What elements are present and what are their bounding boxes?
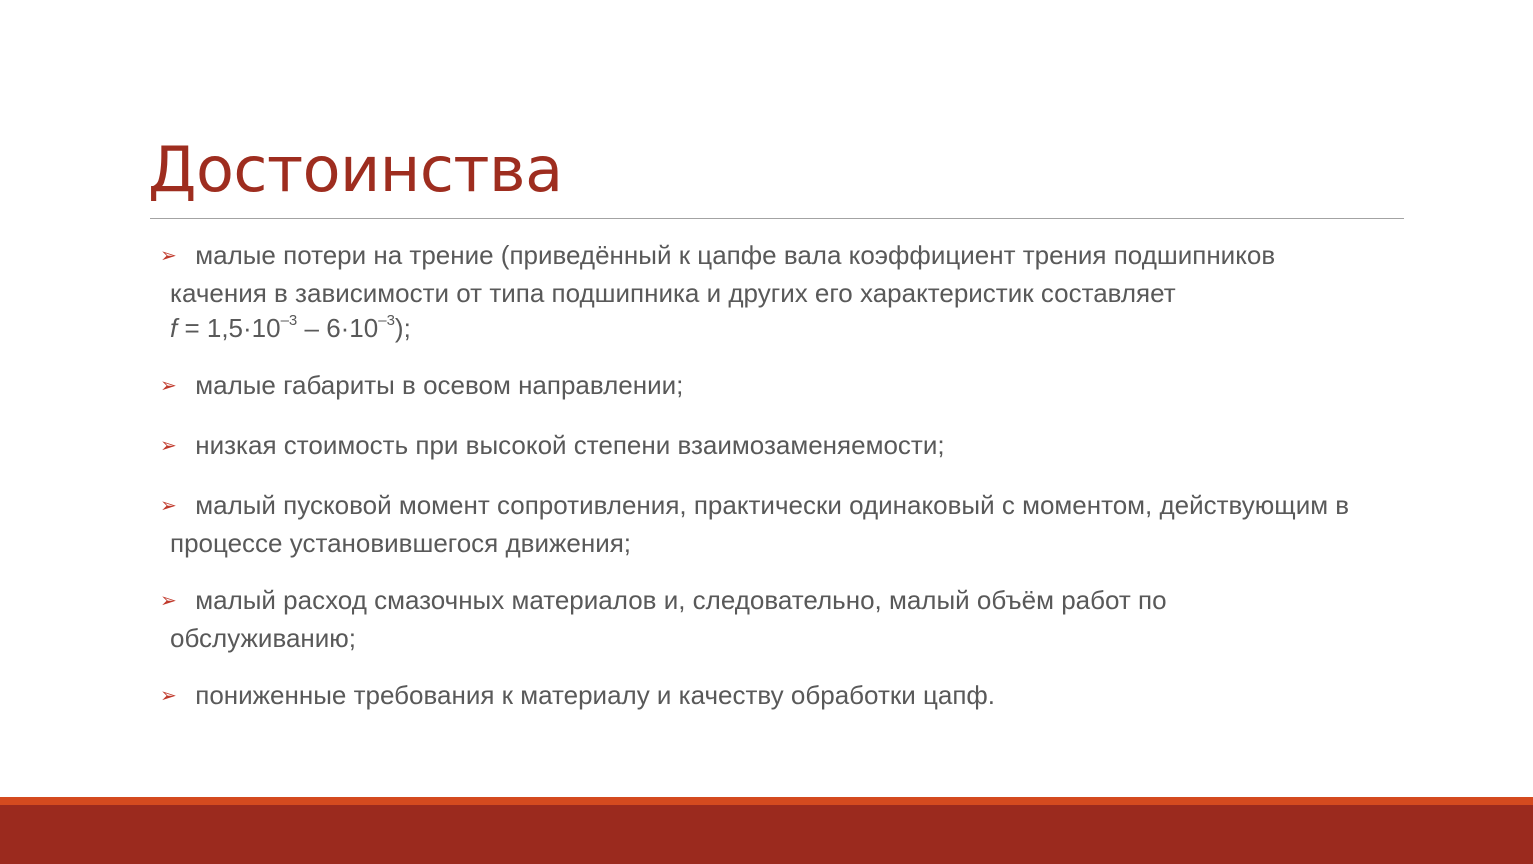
bullet-item bbox=[160, 583, 1350, 656]
arrow-bullet-icon: ➢ bbox=[160, 590, 177, 612]
formula-part: ); bbox=[394, 313, 411, 343]
bullet-item bbox=[160, 488, 1350, 561]
bullet-text: малые габариты в осевом направлении; bbox=[195, 370, 684, 400]
slide-title: Достоинства bbox=[148, 133, 563, 206]
formula-part: – 6·10 bbox=[297, 313, 379, 343]
title-divider bbox=[150, 218, 1404, 219]
formula-part: = 1,5·10 bbox=[177, 313, 281, 343]
friction-formula bbox=[170, 313, 411, 343]
bullet-item bbox=[160, 678, 1350, 716]
formula-exponent: –3 bbox=[378, 312, 395, 330]
arrow-bullet-icon: ➢ bbox=[160, 245, 177, 267]
bullet-text: низкая стоимость при высокой степени взаимозаменяемости; bbox=[195, 430, 945, 460]
bullet-text: малый пусковой момент сопротивления, практически одинаковый с моментом, действующим в процессе установившегося движения; bbox=[170, 490, 1350, 558]
bullet-text: малые потери на трение (приведённый к цапфе вала коэффициент трения подшипников качения в зависимости от типа подшипника и других его характеристик составляет bbox=[170, 240, 1276, 308]
arrow-bullet-icon: ➢ bbox=[160, 495, 177, 517]
bullet-item bbox=[160, 428, 1350, 466]
bullet-text: пониженные требования к материалу и качеству обработки цапф. bbox=[195, 680, 996, 710]
bullet-item bbox=[160, 368, 1350, 406]
arrow-bullet-icon: ➢ bbox=[160, 435, 177, 457]
bullet-item bbox=[160, 238, 1350, 346]
formula-exponent: –3 bbox=[280, 312, 298, 330]
arrow-bullet-icon: ➢ bbox=[160, 375, 177, 397]
footer-bar bbox=[0, 805, 1533, 864]
bullet-list bbox=[160, 238, 1350, 738]
formula-variable: f bbox=[170, 313, 178, 343]
arrow-bullet-icon: ➢ bbox=[160, 685, 177, 707]
bullet-text: малый расход смазочных материалов и, следовательно, малый объём работ по обслуживанию; bbox=[170, 585, 1167, 653]
footer-accent-line bbox=[0, 797, 1533, 805]
